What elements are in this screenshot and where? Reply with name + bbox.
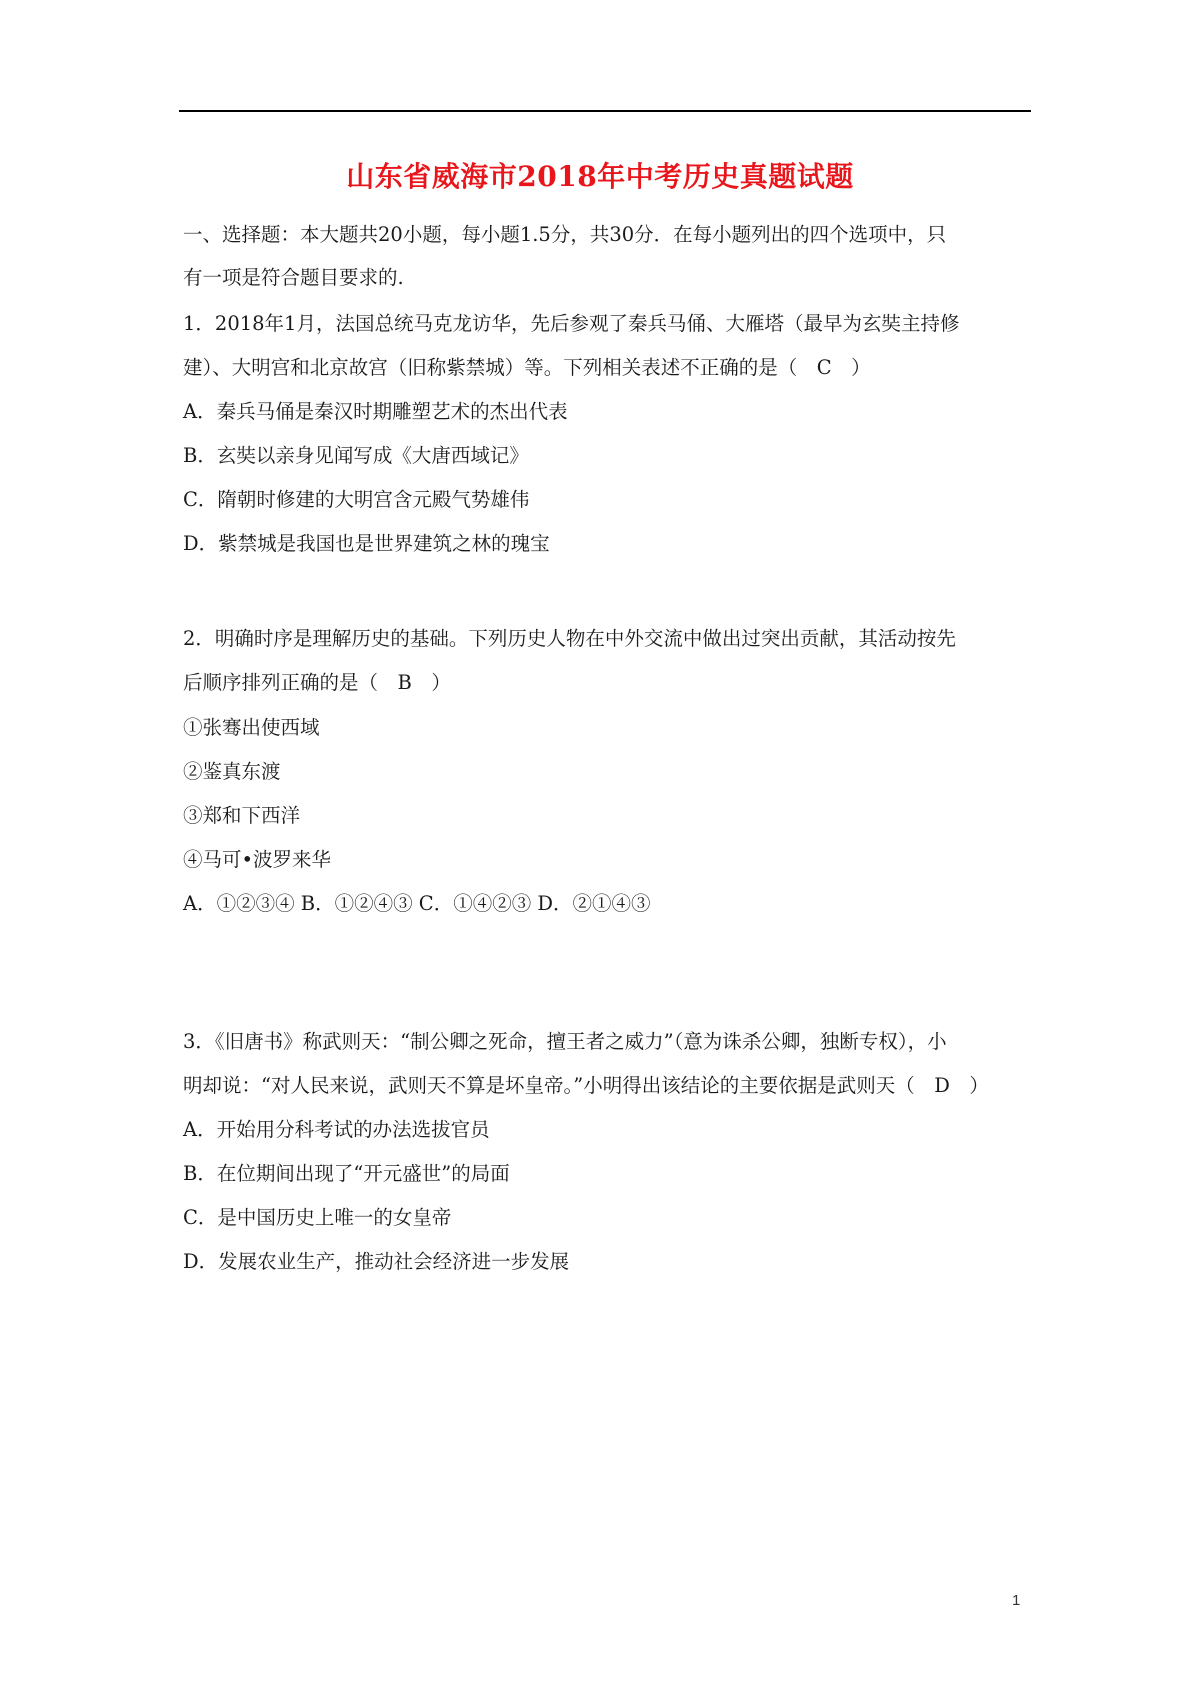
page-number: 1 (1012, 1592, 1021, 1609)
q2-options: A．①②③④ B．①②④③ C．①④②③ D．②①④③ (183, 892, 651, 915)
q1-stem-line-2: 建）、大明宫和北京故宫（旧称紫禁城）等。下列相关表述不正确的是（ C ） (183, 356, 871, 379)
q1-option-a: A．秦兵马俑是秦汉时期雕塑艺术的杰出代表 (183, 400, 568, 423)
q2-item-1: ①张骞出使西域 (183, 716, 320, 739)
q3-stem-line-2: 明却说：“对人民来说，武则天不算是坏皇帝。”小明得出该结论的主要依据是武则天（ D ） (183, 1074, 989, 1097)
section-intro-line-1: 一、选择题：本大题共20小题，每小题1.5分，共30分．在每小题列出的四个选项中，只 (183, 223, 947, 246)
q2-stem-line-2: 后顺序排列正确的是（ B ） (183, 671, 451, 694)
q1-stem-line-1: 1．2018年1月，法国总统马克龙访华，先后参观了秦兵马俑、大雁塔（最早为玄奘主持修 (183, 312, 960, 335)
q3-option-c: C．是中国历史上唯一的女皇帝 (183, 1206, 452, 1229)
q2-item-3: ③郑和下西洋 (183, 804, 301, 827)
header-rule (179, 110, 1031, 112)
section-intro-line-2: 有一项是符合题目要求的. (183, 266, 404, 289)
q3-option-a: A．开始用分科考试的办法选拔官员 (183, 1118, 490, 1141)
q3-option-b: B．在位期间出现了“开元盛世”的局面 (183, 1162, 510, 1185)
page-title: 山东省威海市2018年中考历史真题试题 (346, 160, 854, 193)
q2-item-2: ②鉴真东渡 (183, 760, 281, 783)
q1-option-b: B．玄奘以亲身见闻写成《大唐西域记》 (183, 444, 529, 467)
q1-option-c: C．隋朝时修建的大明宫含元殿气势雄伟 (183, 488, 530, 511)
q2-item-4: ④马可•波罗来华 (183, 848, 332, 871)
q2-stem-line-1: 2．明确时序是理解历史的基础。下列历史人物在中外交流中做出过突出贡献，其活动按先 (183, 627, 956, 650)
q3-option-d: D．发展农业生产，推动社会经济进一步发展 (183, 1250, 570, 1273)
q1-option-d: D．紫禁城是我国也是世界建筑之林的瑰宝 (183, 532, 550, 555)
q3-stem-line-1: 3．《旧唐书》称武则天：“制公卿之死命，擅王者之威力”（意为诛杀公卿，独断专权），小 (183, 1030, 947, 1053)
